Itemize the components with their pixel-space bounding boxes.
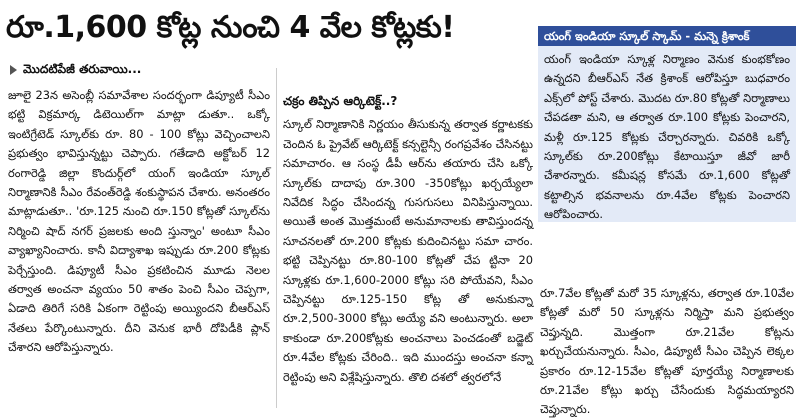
- arrow-icon: [10, 65, 17, 75]
- kicker-label: మొదటిపేజీ తరువాయి...: [23, 62, 142, 76]
- continued-from-front-page: [10, 62, 141, 79]
- column-divider: [276, 68, 277, 408]
- article-column-3: [540, 284, 794, 420]
- subheading: చక్రం తిప్పిన ఆర్కిటెక్ట్..?: [283, 94, 398, 108]
- paragraph: స్కూల్ నిర్మాణానికి నిర్ణయం తీసుకున్న తర్వాత కర్ణాటకకు చెందిన ఓ ప్రైవేట్ ఆర్కిటెక్ట్ కన్సల్టెన్సీ రంగప్రవేశం చేసినట్టు సమాచారం. ఆ సంస్థ డీపీ ఆర్‌ను తయారు చేసి ఒక్కో స్కూల్‌కు దాదాపు రూ.300 -350కోట్లు ఖర్చయ్యేలా నివేదిక సిద్ధం చేసిందన్న గుసగుసలు వినిపిస్తున్నాయి. అయితే అంత మొత్తమంటే అనుమానాలకు తావిస్తుందన్న సూచనలతో రూ.200 కోట్లకు కుదించినట్టు సమా చారం. భట్టి చెప్పినట్టు రూ.80-100 కోట్లతో చేప ట్టినా 20 స్కూళ్లకు రూ.1,600-2000 కోట్లు సరి పోయేవని, సీఎం చెప్పినట్టు రూ.125-150 కోట్ల తో అనుకున్నా రూ.2,500-3000 కోట్లు అయ్యే వని అంటున్నారు. అలా కాకుండా రూ.200కోట్లకు అంచనాలు పెంచడంతో బడ్జెట్ రూ.4వేల కోట్లకు చేరింది.. ఇది ముందస్తు అంచనా కన్నా రెట్టింపు అని విశ్లేషిస్తున్నారు. తొలి దశలో త్వరలోనే: [283, 117, 533, 384]
- sidebar-box: [538, 26, 796, 222]
- headline: రూ.1,600 కోట్ల నుంచి 4 వేల కోట్లకు!: [6, 10, 455, 45]
- article-column-1: [8, 86, 270, 358]
- article-column-2: [283, 92, 533, 387]
- sidebar-box-text: యంగ్ ఇండియా స్కూళ్ల నిర్మాణం వెనుక కుంభకోణం ఉన్నదని బీఆర్ఎస్ నేత క్రిశాంక్ ఆరోపిస్తూ బుధవారం ఎక్స్‌లో పోస్ట్ చేశారు. మొదట రూ.80 కోట్లతో నిర్మాణాలు చేపడతా మని, ఆ తర్వాత రూ.100 కోట్లకు పెంచారని, మళ్లీ రూ.125 కోట్లకు చేర్చారన్నారు. చివరికి ఒక్కో స్కూల్‌కు రూ.200కోట్లు కేటాయిస్తూ జీవో జారీ చేశారన్నారు. కమీషన్ల కోసమే రూ.1,600 కోట్లతో కట్టాల్సిన భవనాలను రూ.4వేల కోట్లకు పెంచారని ఆరోపించారు.: [544, 52, 790, 222]
- paragraph: జూలై 23న అసెంబ్లీ సమావేశాల సందర్భంగా డిప్యూటీ సీఎం భట్టి విక్రమార్క డిటెయిల్‌గా మాట్లా డుతూ.. ఒక్కో ఇంటిగ్రేటెడ్ స్కూల్‌కు రూ. 80 - 100 కోట్లు వెచ్చించాలని ప్రభుత్వం భావిస్తున్నట్టు చెప్పారు. గతేడాది అక్టోబర్ 12 రంగారెడ్డి జిల్లా కొందుర్గ్‌లో యంగ్ ఇండియా స్కూల్ నిర్మాణానికి సీఎం రేవంత్‌రెడ్డి శంకుస్థాపన చేశారు. అనంతరం మాట్లాడుతూ.. 'రూ.125 నుంచి రూ.150 కోట్లతో స్కూల్‌ను నిర్మించి షాద్ నగర్ ప్రజలకు అంది స్తున్నాం' అంటూ సీఎం వ్యాఖ్యానించారు. కానీ విద్యాశాఖ ఇప్పుడు రూ.200 కోట్లకు పెర్చేస్తుంది. డిప్యూటీ సీఎం ప్రకటించిన మూడు నెలల తర్వాత అంచనా వ్యయం 50 శాతం పెంచి సీఎం చెప్పగా, ఏడాది తిరిగే సరికి ఏకంగా రెట్టింపు అయ్యిందని బీఆర్ఎస్ నేతలు పేర్కొంటున్నారు. దీని వెనుక భారీ దోపిడీకి ప్లాన్ చేశారని ఆరోపిస్తున్నారు.: [8, 88, 270, 355]
- paragraph: రూ.7వేల కోట్లతో మరో 35 స్కూళ్లను, తర్వాత రూ.10వేల కోట్లతో మరో 50 స్కూళ్లను నిర్మిస్తా మని ప్రభుత్వం చెప్తున్నది. మొత్తంగా రూ.21వేల కోట్లను ఖర్చుచేయనున్నారు. సీఎం, డిప్యూటీ సీఎం చెప్పిన లెక్కల ప్రకారం రూ.12-15వేల కోట్లతో పూర్తయ్యే నిర్మాణాలకు రూ.21వేల కోట్లు ఖర్చు చేసేందుకు సిద్ధమయ్యారని చెప్తున్నారు.: [540, 286, 794, 417]
- sidebar-box-title: యంగ్ ఇండియా స్కూల్ స్కామ్ - మన్నె క్రిశాంక్: [538, 26, 796, 46]
